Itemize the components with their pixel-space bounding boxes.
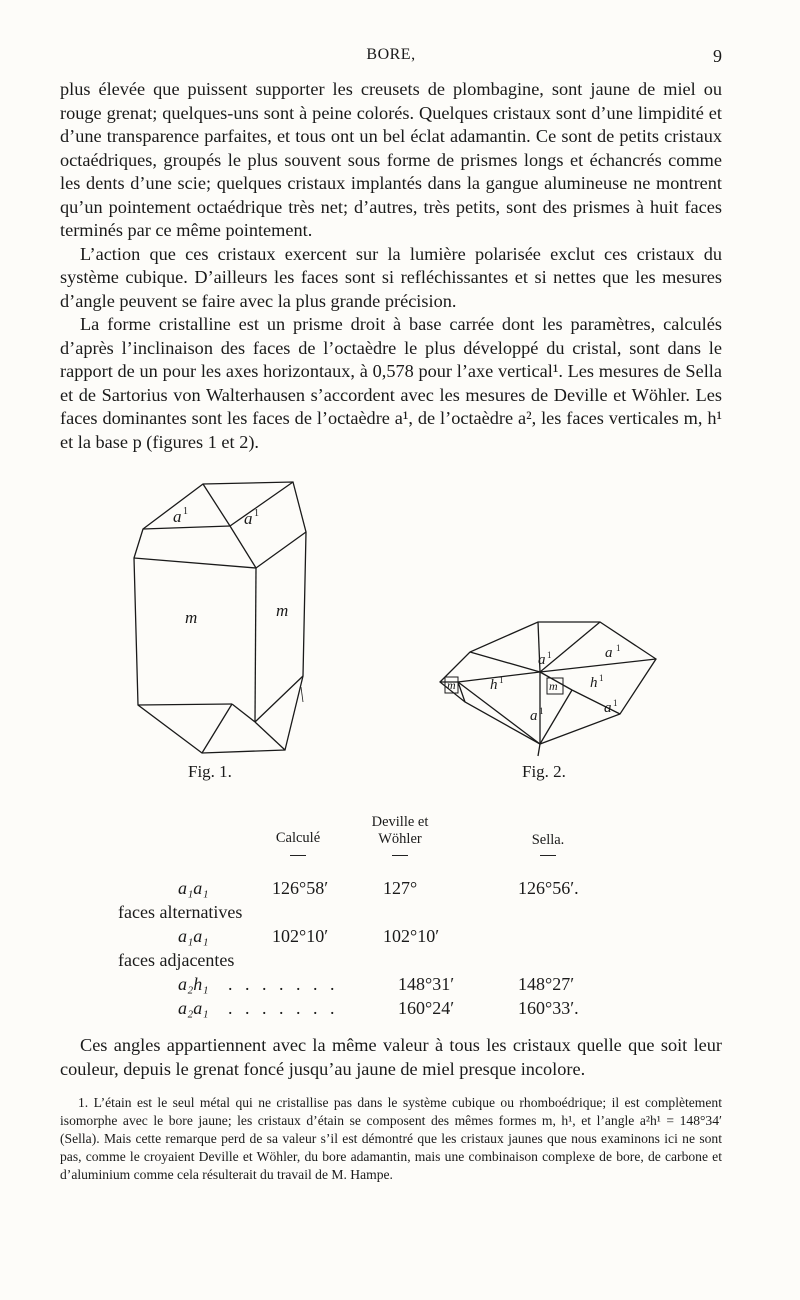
running-title: BORE, <box>366 46 416 63</box>
paragraph-2: L’action que ces cristaux exercent sur la lumière polarisée exclut ces cristaux du système cubique. D’ailleurs les faces sont si refléchissantes et si nettes que les mesures d’angle peuvent se faire avec la plus grande précision. <box>60 243 722 311</box>
row-label: a₂a₁ <box>178 998 209 1018</box>
cell-deville: 102°10′ <box>383 926 440 946</box>
fig2-label-a1-bottom-left: a <box>530 708 538 724</box>
cell-calcule: 126°58′ <box>272 878 329 898</box>
cell-deville: 148°31′ <box>398 974 455 994</box>
fig2-label-m-left: m <box>447 678 456 692</box>
paragraph-3: La forme cristalline est un prisme droit à base carrée dont les paramètres, calculés d’après l’inclinaison des faces de l’octaèdre le plus développé du cristal, sont dans le rapport de un pour les axes horizontaux, à 0,578 pour l’axe vertical¹. Les mesures de Sella et de Sartorius von Walterhausen s’accordent avec les mesures de Deville et Wöhler. Les faces dominantes sont les faces de l’octaèdre a¹, de l’octaèdre a², les faces verticales m, h¹ et la base p (figures 1 et 2). <box>60 314 722 452</box>
cell-calcule: 102°10′ <box>272 926 329 946</box>
header-deville: Deville et Wöhler <box>371 814 429 847</box>
row-description: faces adjacentes <box>118 950 235 970</box>
cell-deville: 127° <box>383 878 418 898</box>
angle-table <box>60 812 722 1032</box>
page-number: 9 <box>713 46 722 66</box>
fig2-h-sup-2: 1 <box>599 673 604 683</box>
fig1-label-a1-right: a <box>244 509 253 528</box>
figure-1-caption: Fig. 1. <box>188 762 232 781</box>
row-description: faces alternatives <box>118 902 243 922</box>
fig2-label-h-right: h <box>590 675 598 691</box>
fig1-label-a1-left: a <box>173 507 182 526</box>
fig2-label-a1-top-left: a <box>538 652 546 668</box>
paragraph-1: plus élevée que puissent supporter les creusets de plombagine, sont jaune de miel ou rouge grenat; quelques-uns sont à peine colorés. Quelques cristaux sont d’une limpidité et d’une transparence parfaites, et tous ont un bel éclat adamantin. Ce sont de petits cristaux octaédriques, groupés le plus souvent sous forme de prismes longs et échancrés comme les dents d’une scie; quelques cristaux implantés dans la gangue alumineuse ne montrent qu’un pointement octaédrique très net; d’autres, très petits, sont des prismes à huit faces terminés par ce même pointement. <box>60 79 722 240</box>
fig2-label-a1-bottom-right: a <box>604 700 612 716</box>
fig1-sup-right: 1 <box>254 508 259 519</box>
fig1-label-m-right: m <box>276 601 289 620</box>
row-label: a₁a₁ <box>178 878 209 898</box>
fig2-label-h-left: h <box>490 677 498 693</box>
fig2-sup-2: 1 <box>616 643 621 653</box>
cell-sella: 160°33′. <box>518 998 579 1018</box>
figure-2-caption: Fig. 2. <box>522 762 566 781</box>
header-calcule: Calculé <box>275 830 321 846</box>
fig2-sup: 1 <box>547 650 552 660</box>
fig1-label-m-left: m <box>185 608 198 627</box>
body-text <box>60 78 722 454</box>
header-rule-calcule <box>290 855 306 856</box>
fig1-sup-left: 1 <box>183 506 188 517</box>
running-header <box>60 46 722 70</box>
figure-labels <box>60 474 722 804</box>
cell-sella: 126°56′. <box>518 878 579 898</box>
crystal-figures <box>60 474 722 804</box>
row-label: a₁a₁ <box>178 926 209 946</box>
closing-paragraph: Ces angles appartiennent avec la même valeur à tous les cristaux quelle que soit leur couleur, depuis le grenat foncé jusqu’au jaune de miel presque incolore. <box>60 1035 722 1079</box>
header-rule-sella <box>540 855 556 856</box>
cell-sella: 148°27′ <box>518 974 575 994</box>
header-rule-deville <box>392 855 408 856</box>
leader-dots: . . . . . . . <box>228 998 339 1018</box>
cell-deville: 160°24′ <box>398 998 455 1018</box>
fig2-sup-3: 1 <box>539 706 544 716</box>
fig2-label-m-right: m <box>549 679 558 693</box>
leader-dots: . . . . . . . <box>228 974 339 994</box>
fig2-h-sup: 1 <box>499 675 504 685</box>
fig2-sup-4: 1 <box>613 698 618 708</box>
fig2-label-a1-top-right: a <box>605 645 613 661</box>
row-label: a₂h₁ <box>178 974 209 994</box>
footnote: 1. L’étain est le seul métal qui ne cristallise pas dans le système cubique ou rhomboédrique; il est complètement isomorphe avec le bore jaune; les cristaux d’étain se composent des mêmes formes m, h¹, et l’angle a²h¹ = 148°34′ (Sella). Mais cette remarque perd de sa valeur s’il est démontré que les cristaux jaunes que nous examinons ici ne sont pas, comme le croyaient Deville et Wöhler, du bore adamantin, mais une combinaison complexe de bore, de carbone et d’aluminium comme cela résulterait du travail de M. Hampe. <box>60 1095 722 1182</box>
header-sella: Sella. <box>531 832 565 848</box>
